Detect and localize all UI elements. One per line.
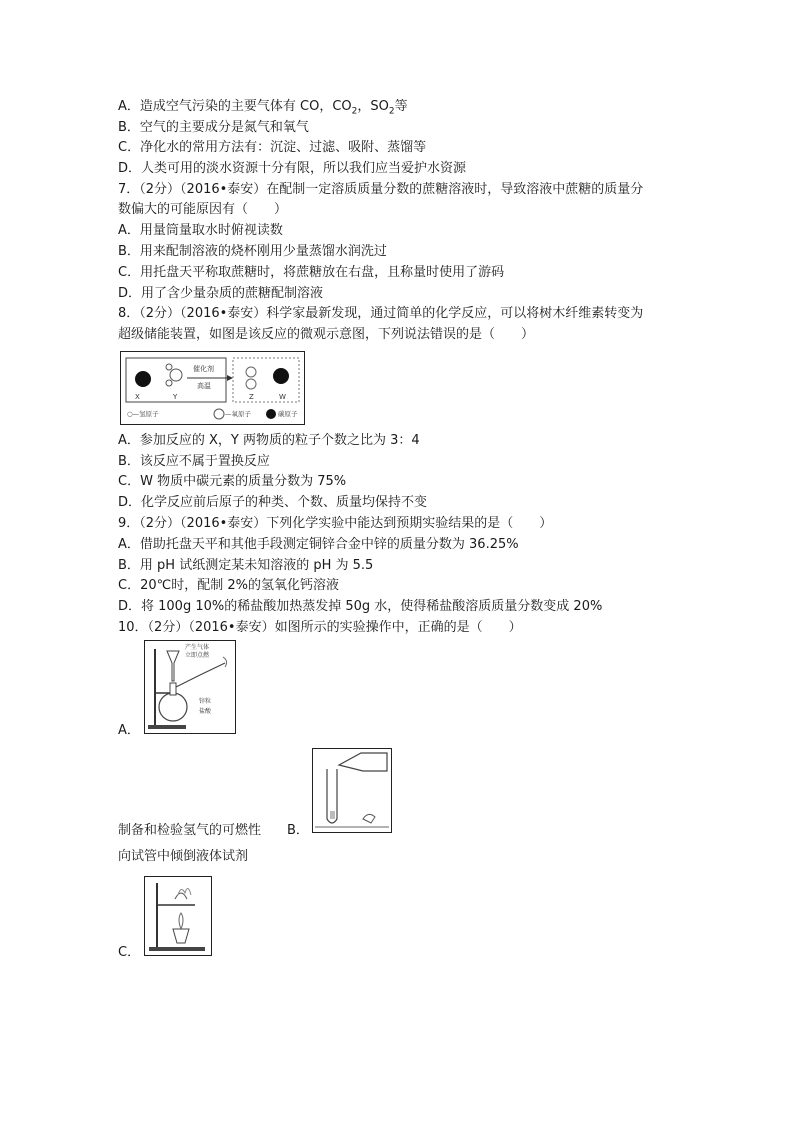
stand-base (149, 947, 205, 951)
q7-option-c: C．用托盘天平称取蔗糖时，将蔗糖放在右盘，且称量时使用了游码 (118, 265, 505, 280)
condition-label: 高温 (197, 382, 211, 390)
reaction-diagram-svg (121, 352, 304, 424)
q9-option-c: C．20℃时，配制 2%的氢氧化钙溶液 (118, 578, 339, 593)
stopper (363, 814, 375, 823)
q8-reaction-diagram (120, 351, 305, 425)
q9-option-a: A．借助托盘天平和其他手段测定铜锌合金中锌的质量分数为 36.25% (118, 537, 519, 552)
q10-label-b: B． (287, 823, 309, 838)
legend-hydrogen: ○—氢原子 (127, 410, 159, 418)
q10-stem: 10．（2分）（2016•泰安）如图所示的实验操作中，正确的是（ ） (118, 620, 522, 635)
q8-stem-line1: 8．（2分）（2016•泰安）科学家最新发现，通过简单的化学反应，可以将树木纤维素转变为 (118, 306, 644, 321)
subscript: 2 (351, 106, 358, 117)
q7-stem-line1: 7．（2分）（2016•泰安）在配制一定溶质质量分数的蔗糖溶液时，导致溶液中蔗糖的质量分 (118, 182, 644, 197)
q10-caption-b: 向试管中倾倒液体试剂 (118, 849, 249, 864)
subscript: 2 (388, 106, 395, 117)
q8-option-b: B．该反应不属于置换反应 (118, 454, 270, 469)
q8-stem-line2: 超级储能装置，如图是该反应的微观示意图，下列说法错误的是（ ） (118, 327, 535, 342)
note-gas: 产生气体 (185, 644, 210, 651)
note-ignite: 立即点燃 (185, 652, 210, 659)
label-x: X (135, 393, 140, 401)
dropping-funnel (167, 651, 179, 681)
q9-option-d: D．将 100g 10%的稀盐酸加热蒸发掉 50g 水，使得稀盐酸溶质质量分数变成 20% (118, 599, 603, 614)
q8-option-c: C．W 物质中碳元素的质量分数为 75% (118, 474, 347, 489)
legend-carbon-symbol (266, 409, 276, 419)
delivery-tube (176, 663, 225, 687)
pouring-liquid-svg (313, 749, 391, 832)
q10-figure-a (144, 640, 236, 734)
q8-option-a: A．参加反应的 X，Y 两物质的粒子个数之比为 3：4 (118, 433, 420, 448)
q7-stem-line2: 数偏大的可能原因有（ ） (118, 202, 288, 217)
flask-neck (170, 683, 176, 695)
q6-option-d: D．人类可用的淡水资源十分有限，所以我们应当爱护水资源 (118, 161, 467, 176)
q6-option-a (118, 98, 408, 121)
q10-label-a: A． (118, 723, 140, 738)
q6-option-a-text-end: 等 (394, 99, 408, 114)
q7-option-d: D．用了含少量杂质的蔗糖配制溶液 (118, 286, 324, 301)
note-zinc: 锌粒 (199, 698, 212, 705)
note-acid: 盐酸 (199, 708, 212, 715)
reagent-bottle (339, 753, 387, 771)
liquid (330, 811, 335, 819)
q8-option-d: D．化学反应前后原子的种类、个数、质量均保持不变 (118, 495, 428, 510)
catalyst-label: 催化剂 (193, 365, 214, 373)
x-particle-carbon (135, 371, 151, 387)
legend-oxygen: —氧原子 (225, 410, 251, 418)
product-box (233, 358, 299, 402)
q6-option-a-text-mid: ，SO (357, 99, 389, 114)
q9-option-b: B．用 pH 试纸测定某未知溶液的 pH 为 5.5 (118, 558, 374, 573)
alcohol-lamp (173, 929, 189, 943)
y-particle-hydrogen-2 (166, 380, 172, 386)
y-particle-oxygen (170, 369, 182, 381)
label-y: Y (173, 393, 178, 401)
label-w: W (279, 393, 286, 401)
q10-figure-c (144, 876, 212, 956)
flask (159, 693, 187, 721)
stand-base (148, 725, 186, 729)
q7-option-b: B．用来配制溶液的烧杯刚用少量蒸馏水润洗过 (118, 244, 387, 259)
flame (223, 657, 227, 667)
q10-caption-a: 制备和检验氢气的可燃性 (118, 823, 262, 838)
z-particle-bottom (246, 379, 256, 389)
q6-option-a-text: A．造成空气污染的主要气体有 CO，CO (118, 99, 352, 114)
heating-apparatus-svg (145, 877, 211, 955)
q6-option-b: B．空气的主要成分是氮气和氧气 (118, 120, 309, 135)
arrow-head (227, 375, 233, 381)
w-particle-carbon (273, 368, 289, 384)
legend-carbon: 碳原子 (278, 410, 298, 418)
legend-oxygen-symbol (214, 409, 224, 419)
lamp-flame (179, 913, 183, 929)
y-particle-hydrogen-1 (166, 364, 172, 370)
q10-label-c: C． (118, 945, 141, 960)
q10-figure-b (312, 748, 392, 833)
q9-stem: 9．（2分）（2016•泰安）下列化学实验中能达到预期实验结果的是（ ） (118, 516, 553, 531)
label-z: Z (249, 393, 254, 401)
q6-option-c: C．净化水的常用方法有：沉淀、过滤、吸附、蒸馏等 (118, 140, 427, 155)
q7-option-a: A．用量筒量取水时俯视读数 (118, 223, 283, 238)
steam (178, 888, 191, 895)
hydrogen-apparatus-svg (145, 641, 235, 733)
z-particle-top (246, 367, 256, 377)
